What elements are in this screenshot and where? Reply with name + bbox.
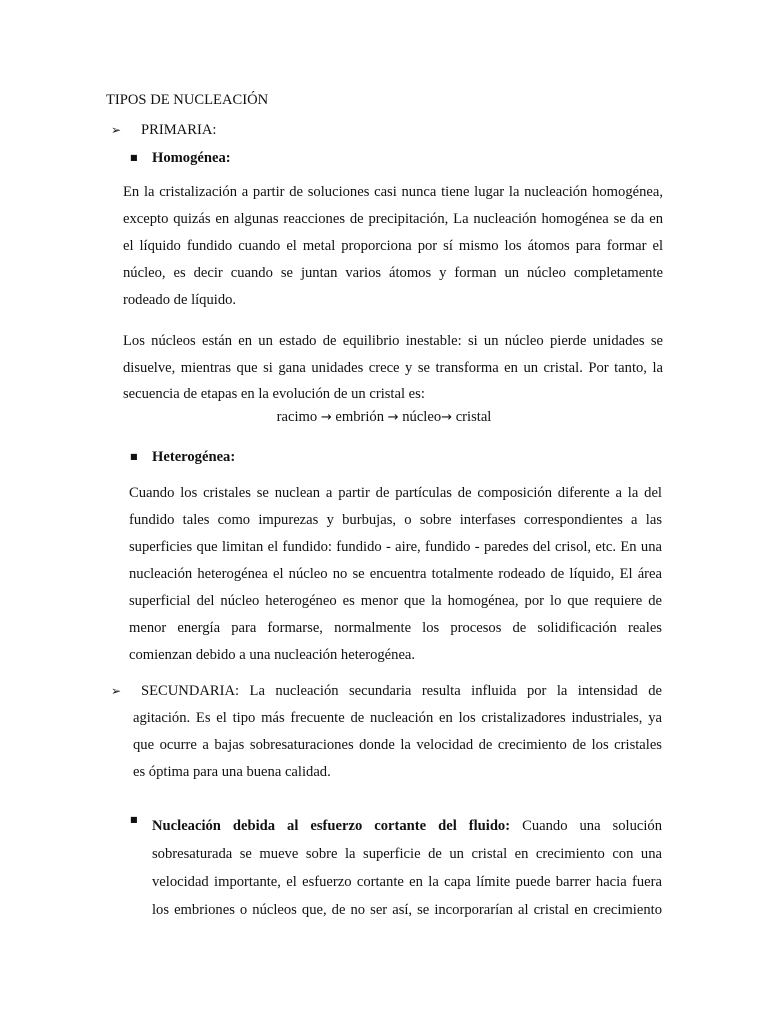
esfuerzo-first-rest: Cuando una solución — [522, 818, 662, 834]
right-arrow-icon: → — [441, 410, 453, 425]
right-arrow-icon: → — [387, 410, 399, 425]
homogenea-paragraph-2 — [123, 328, 663, 406]
homogenea-item — [130, 150, 231, 167]
text-line: Cuando los cristales se nuclean a partir de partículas de composición diferente a la del — [129, 485, 662, 501]
homogenea-heading: Homogénea: — [152, 150, 231, 166]
sequence-step: cristal — [455, 409, 492, 425]
text-line: nucleación heterogénea el núcleo no se encuentra totalmente rodeado de líquido, El área — [129, 566, 662, 582]
text-line: superficial del núcleo heterogéneo es menor que la homogénea, por lo que requiere de — [129, 593, 662, 609]
esfuerzo-bullet — [130, 812, 152, 829]
text-line: excepto quizás en algunas reacciones de precipitación, La nucleación homogénea se da en — [123, 211, 663, 227]
sequence-step: embrión — [335, 409, 385, 425]
heterogenea-heading: Heterogénea: — [152, 449, 236, 465]
text-line: superficies que limitan el fundido: fundido - aire, fundido - paredes del crisol, etc. En una — [129, 539, 662, 555]
sequence-step: racimo — [276, 409, 318, 425]
text-line: Los núcleos están en un estado de equilibrio inestable: si un núcleo pierde unidades se — [123, 333, 663, 349]
square-bullet-icon: ■ — [130, 815, 138, 824]
text-line: sobresaturada se mueve sobre la superficie de un cristal en crecimiento con una — [152, 846, 662, 862]
text-line: agitación. Es el tipo más frecuente de nucleación en los cristalizadores industriales, ya — [133, 710, 662, 726]
square-bullet-icon: ■ — [130, 452, 138, 461]
page-title: TIPOS DE NUCLEACIÓN — [106, 92, 269, 108]
text-line: secuencia de etapas en la evolución de un cristal es: — [123, 386, 425, 402]
text-line: fundido tales como impurezas y burbujas, o sobre interfases correspondientes a las — [129, 512, 662, 528]
sequence-step: núcleo — [402, 409, 442, 425]
arrow-bullet-icon: ➢ — [111, 684, 122, 698]
text-line: menor energía para formarse, normalmente los procesos de solidificación reales — [129, 620, 662, 636]
secundaria-first-line: SECUNDARIA: La nucleación secundaria resulta influida por la intensidad de — [141, 683, 662, 699]
text-line: es óptima para una buena calidad. — [133, 764, 331, 780]
right-arrow-icon: → — [320, 410, 332, 425]
text-line: que ocurre a bajas sobresaturaciones donde la velocidad de crecimiento de los cristales — [133, 737, 662, 753]
esfuerzo-heading: Nucleación debida al esfuerzo cortante del fluido: — [152, 818, 511, 834]
text-line — [111, 678, 662, 705]
primaria-label: PRIMARIA: — [141, 122, 217, 138]
crystal-sequence — [0, 409, 768, 426]
text-line: los embriones o núcleos que, de no ser así, se incorporarían al cristal en crecimiento — [152, 902, 662, 918]
heterogenea-item — [130, 449, 235, 466]
text-line: núcleo, es decir cuando se juntan varios átomos y forman un núcleo completamente — [123, 265, 663, 281]
arrow-bullet-icon: ➢ — [111, 123, 122, 137]
text-line: disuelve, mientras que si gana unidades crece y se transforma en un cristal. Por tanto, la — [123, 360, 663, 376]
heterogenea-paragraph — [129, 480, 662, 669]
text-line: En la cristalización a partir de soluciones casi nunca tiene lugar la nucleación homogénea, — [123, 184, 663, 200]
homogenea-paragraph-1 — [123, 179, 663, 314]
esfuerzo-paragraph — [152, 812, 662, 924]
text-line: comienzan debido a una nucleación heterogénea. — [129, 647, 416, 663]
secundaria-item — [111, 678, 662, 705]
square-bullet-icon: ■ — [130, 153, 138, 162]
primaria-item — [111, 122, 216, 139]
text-line: velocidad importante, el esfuerzo cortante en la capa límite puede barrer hacia fuera — [152, 874, 662, 890]
text-line: el líquido fundido cuando el metal proporciona por sí mismo los átomos para formar el — [123, 238, 663, 254]
text-line — [152, 812, 662, 840]
text-line: rodeado de líquido. — [123, 292, 237, 308]
secundaria-paragraph — [133, 705, 662, 786]
